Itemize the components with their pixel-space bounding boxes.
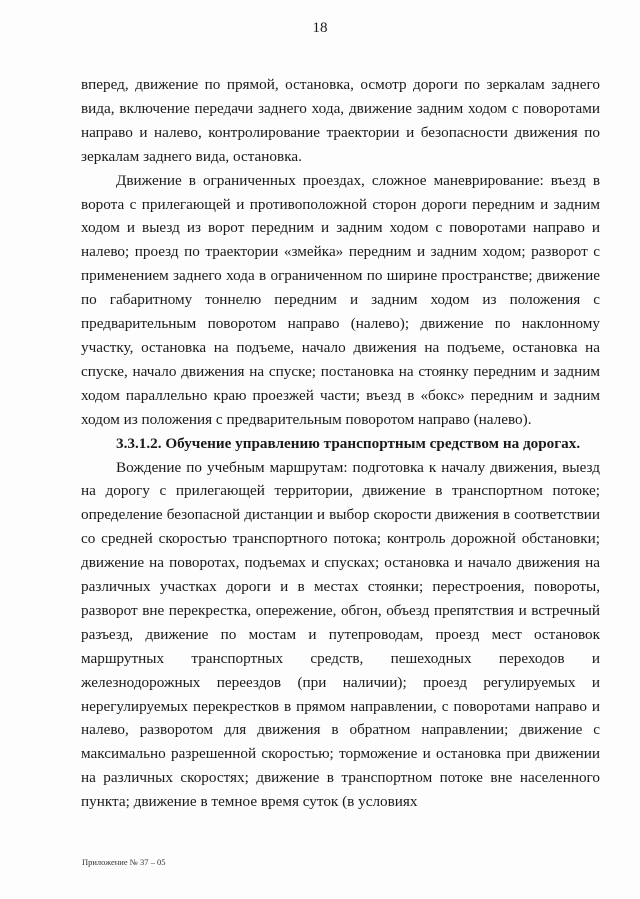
page-number: 18	[312, 20, 328, 36]
body-text	[81, 73, 600, 814]
paragraph-road-driving: Вождение по учебным маршрутам: подготовка к началу движения, выезд на дорогу с прилегающей территории, движение в транспортном потоке; определение безопасной дистанции и выбор скорости движения в соответствии со средней скоростью транспортного потока; контроль дорожной обстановки; движение на поворотах, подъемах и спусках; остановка и начало движения на различных участках дороги и в местах стоянки; перестроения, повороты, разворот вне перекрестка, опережение, обгон, объезд препятствия и встречный разъезд, движение по мостам и путепроводам, проезд мест остановок маршрутных транспортных средств, пешеходных переходов и железнодорожных переездов (при наличии); проезд регулируемых и нерегулируемых перекрестков в прямом направлении, с поворотами направо и налево, разворотом для движения в обратном направлении; движение с максимально разрешенной скоростью; торможение и остановка при движении на различных скоростях; движение в транспортном потоке вне населенного пункта; движение в темное время суток (в условиях	[81, 458, 600, 811]
paragraph-continuation: вперед, движение по прямой, остановка, осмотр дороги по зеркалам заднего вида, включение передачи заднего хода, движение задним ходом с поворотами направо и налево, контролирование траектории и безопасности движения по зеркалам заднего вида, остановка.	[81, 76, 600, 165]
section-heading: 3.3.1.2. Обучение управлению транспортным средством на дорогах.	[116, 434, 581, 452]
footer-note: Приложение № 37 – 05	[82, 857, 166, 867]
paragraph-maneuvering: Движение в ограниченных проездах, сложное маневрирование: въезд в ворота с прилегающей и противоположной сторон дороги передним и задним ходом и выезд из ворот передним и задним ходом с поворотами направо и налево; проезд по траектории «змейка» передним и задним ходом; разворот с применением заднего хода в ограниченном по ширине пространстве; движение по габаритному тоннелю передним и задним ходом из положения с предварительным поворотом направо (налево); движение по наклонному участку, остановка на подъеме, начало движения на подъеме, остановка на спуске, начало движения на спуске; постановка на стоянку передним и задним ходом параллельно краю проезжей части; въезд в «бокс» передним и задним ходом из положения с предварительным поворотом направо (налево).	[81, 171, 600, 428]
